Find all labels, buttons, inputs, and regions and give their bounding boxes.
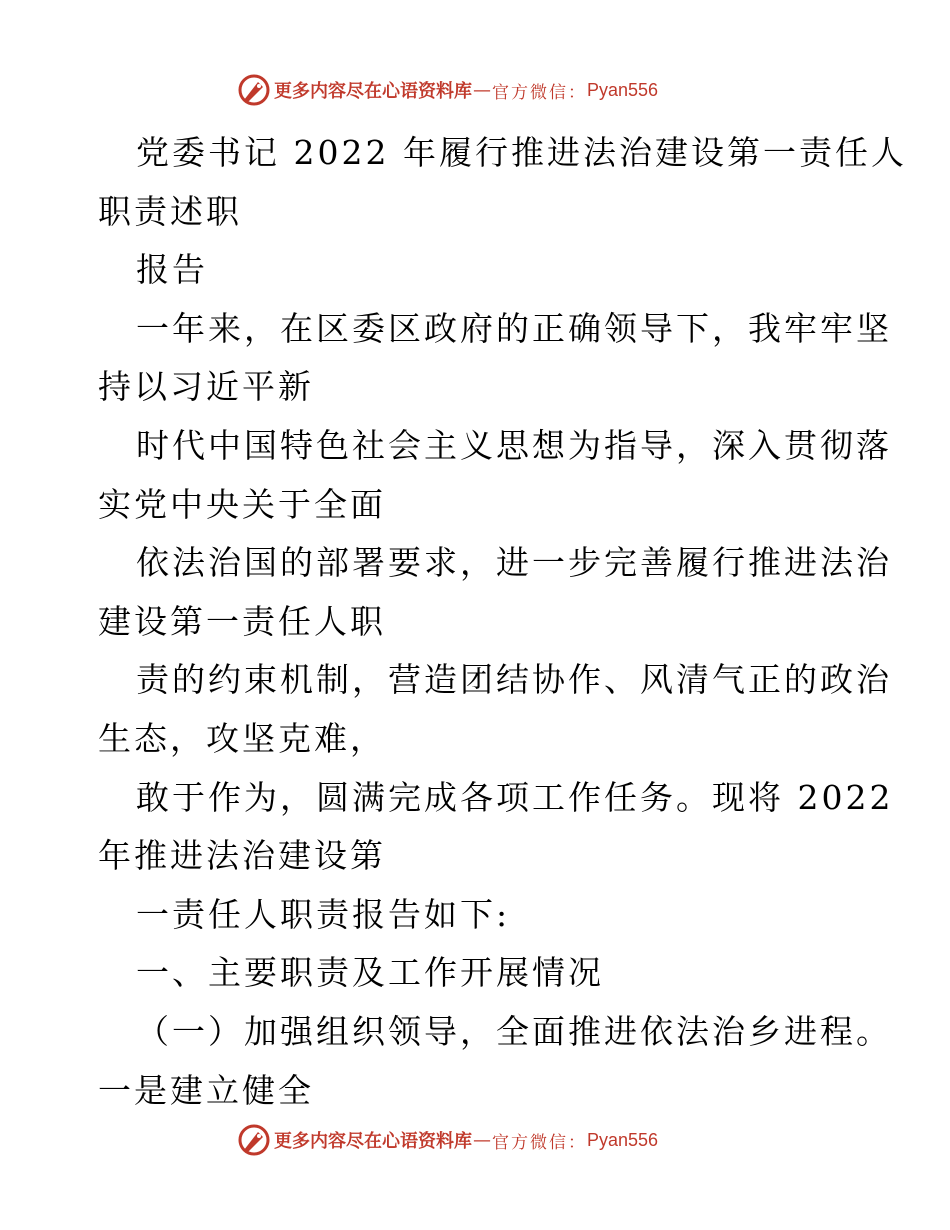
watermark-contact-handle: Pyan556 [587,1129,659,1150]
watermark-dash: — [473,79,491,101]
document-body [98,124,907,1120]
document-line: 党委书记 2022 年履行推进法治建设第一责任人 [136,133,907,172]
document-line: 实党中央关于全面 [98,484,386,524]
watermark-brand-text: 更多内容尽在心语资料库 [274,81,472,102]
document-line: （一）加强组织领导，全面推进依法治乡进程。 [136,1011,892,1051]
document-line: 时代中国特色社会主义思想为指导，深入贯彻落 [136,425,892,465]
document-line: 一年来，在区委区政府的正确领导下，我牢牢坚 [136,308,892,348]
document-line: 依法治国的部署要求，进一步完善履行推进法治 [136,543,892,583]
document-line: 持以习近平新 [98,367,314,407]
watermark-dash: — [473,1129,491,1151]
document-line: 年推进法治建设第 [98,836,386,876]
document-line: 一是建立健全 [98,1070,314,1110]
document-line: 建设第一责任人职 [98,601,386,641]
watermark-contact-label: 官方微信： [492,82,587,103]
footer-watermark [236,1122,658,1158]
pen-nib-logo-icon [236,1122,272,1158]
document-line: 敢于作为，圆满完成各项工作任务。现将 2022 [136,777,894,817]
document-line: 一、主要职责及工作开展情况 [136,953,604,993]
watermark-contact-label: 官方微信： [492,1132,587,1153]
watermark-contact-handle: Pyan556 [587,79,659,100]
document-line: 报告 [136,250,208,290]
document-line: 生态，攻坚克难， [98,718,386,758]
document-line: 责的约束机制，营造团结协作、风清气正的政治 [136,660,892,700]
watermark-brand-text: 更多内容尽在心语资料库 [274,1131,472,1152]
pen-nib-logo-icon [236,72,272,108]
header-watermark [236,72,658,108]
document-line: 职责述职 [98,191,242,231]
document-line: 一责任人职责报告如下: [136,894,511,934]
